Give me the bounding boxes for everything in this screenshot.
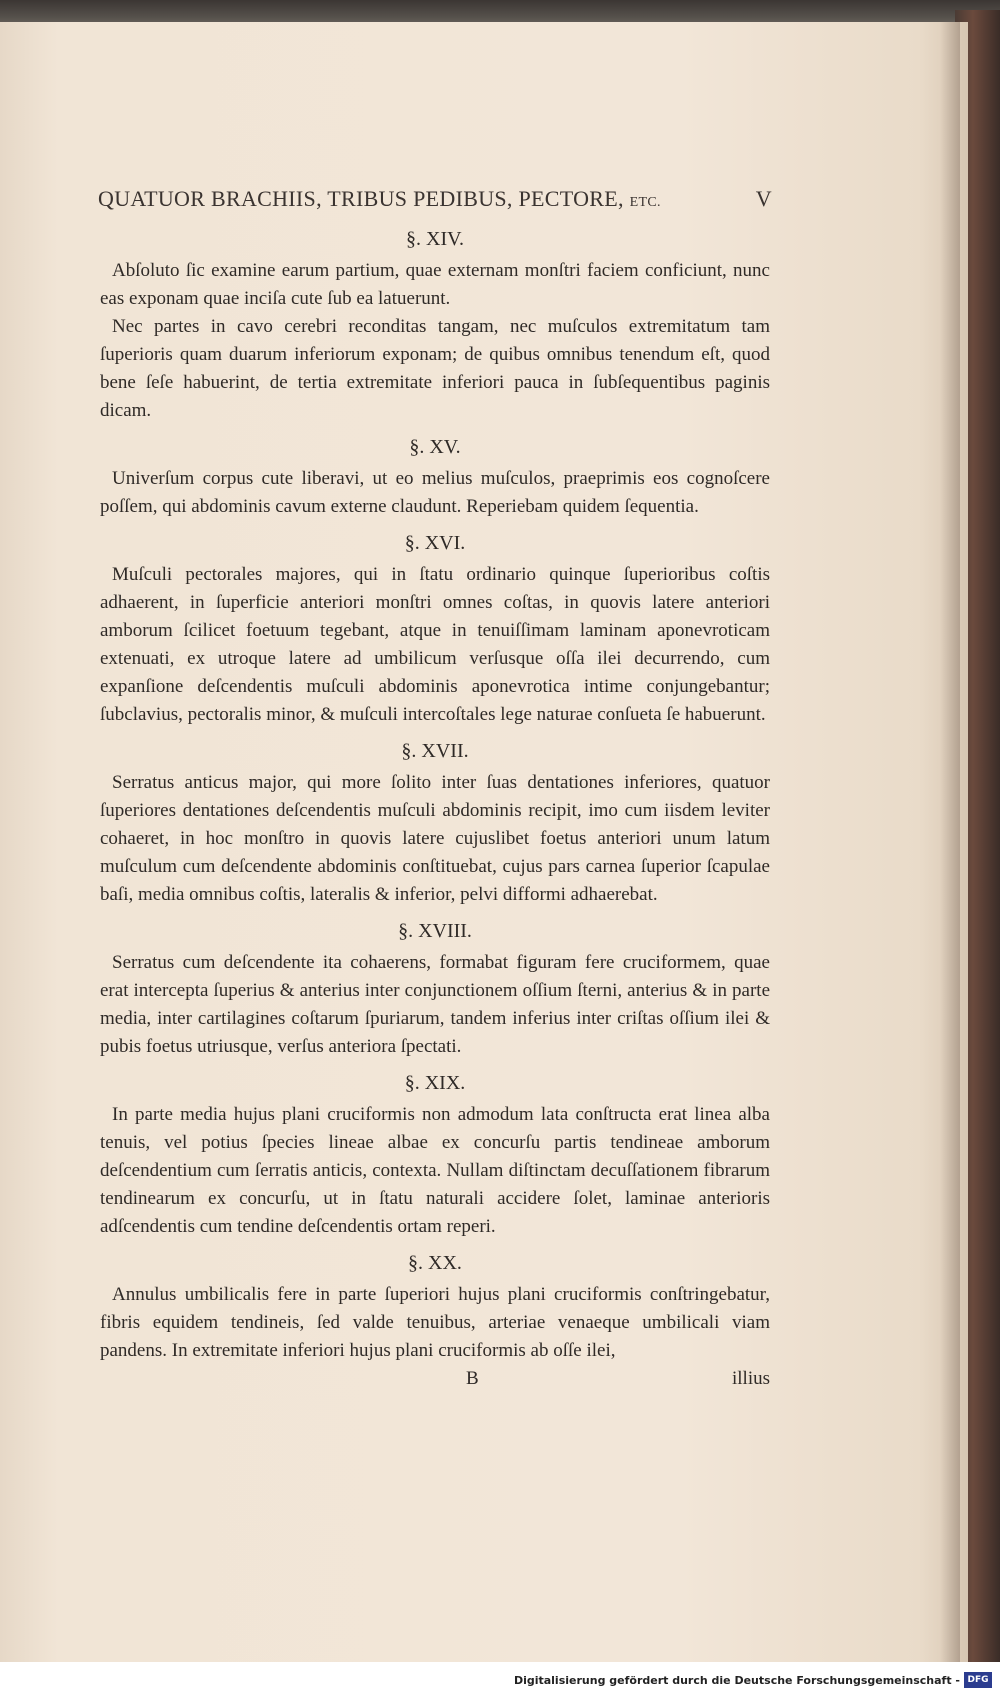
paragraph: Univerſum corpus cute liberavi, ut eo melius muſculos, praeprimis eos cognoſcere poſſem, qui abdominis cavum externe claudunt. Reperiebam quidem ſequentia. <box>100 468 770 517</box>
section-title: §. XVIII. <box>398 920 472 942</box>
section-title: §. XVII. <box>401 740 469 762</box>
section-xx <box>100 1249 770 1365</box>
running-title-text: QUATUOR BRACHIIS, TRIBUS PEDIBUS, PECTORE, <box>98 186 624 211</box>
paragraph: In parte media hujus plani cruciformis non admodum lata conſtructa erat linea alba tenuis, vel potius ſpecies lineae albae ex concurſu partis tendineae amborum deſcendentium cum ſerratis anticis, contexta. Nullam diſtinctam decuſſationem fibrarum tendinearum ex concurſu, ut in ſtatu naturali accidere ſolet, laminae anterioris adſcendentis cum tendine deſcendentis ortam reperi. <box>100 1104 770 1237</box>
section-title: §. XIX. <box>404 1072 466 1094</box>
paragraph: Serratus cum deſcendente ita cohaerens, formabat figuram fere cruciformem, quae erat intercepta ſuperius & anterius inter conjunctionem oſſium ſterni, anterius & in parte media, inter cartilagines coſtarum ſpuriarum, tandem inferius inter criſtas oſſium ilei & pubis foetus utriusque, verſus anteriora ſpectati. <box>100 952 770 1057</box>
digitization-credit: Digitalisierung gefördert durch die Deutsche Forschungsgemeinschaft - <box>513 1674 960 1687</box>
running-head <box>100 185 772 217</box>
section-xvii <box>100 737 770 909</box>
paragraph: Annulus umbilicalis fere in parte ſuperiori hujus plani cruciformis conſtringebatur, fibris equidem tendineis, ſed valde tenuibus, arteriae venaeque umbilicali viam pandens. In extremitate inferiori hujus plani cruciformis ab oſſe ilei, <box>100 1284 770 1361</box>
paragraph: Nec partes in cavo cerebri reconditas tangam, nec muſculos extremitatum tam ſuperioris quam duarum inferiorum exponam; de quibus omnibus tenendum eſt, quod bene ſeſe habuerint, de tertia extremitate inferiori pauca in ſubſequentibus paginis dicam. <box>100 316 770 421</box>
section-title: §. XX. <box>408 1252 462 1274</box>
section-xiv <box>100 225 770 425</box>
dfg-logo-icon: DFG <box>964 1672 992 1688</box>
section-xviii <box>100 917 770 1061</box>
section-title: §. XVI. <box>404 532 466 554</box>
section-xix <box>100 1069 770 1241</box>
signature-line <box>100 1365 770 1393</box>
section-title: §. XIV. <box>406 228 464 250</box>
paragraph: Serratus anticus major, qui more ſolito inter ſuas dentationes inferiores, quatuor ſuperiores dentationes deſcendentis muſculi abdominis recipit, imo cum iisdem leviter cohaeret, in hoc monſtro in quovis latere cujuslibet foetus anteriori unum latum muſculum cum deſcendente abdominis conſtituebat, cujus pars carnea ſuperior ſcapulae baſi, media omnibus coſtis, lateralis & inferior, pelvi difformi adhaerebat. <box>100 772 770 905</box>
page-number: V <box>755 186 772 211</box>
paragraph: Abſoluto ſic examine earum partium, quae externam monſtri faciem conficiunt, nunc eas exponam quae inciſa cute ſub ea latuerunt. <box>100 260 770 309</box>
paragraph: Muſculi pectorales majores, qui in ſtatu ordinario quinque ſuperioribus coſtis adhaerent, in ſuperficie anteriori monſtri omnes coſtas, in quovis latere anteriori amborum ſcilicet foetuum tegebant, atque in tenuiſſimam laminam aponevroticam extenuati, ex utroque latere ad umbilicum verſusque oſſa ilei decurrendo, cum expanſione deſcendentis muſculi abdominis aponevrotica intime conjungebantur; ſubclavius, pectoralis minor, & muſculi intercoſtales lege naturae conſueta ſe habuerunt. <box>100 564 770 725</box>
section-xv <box>100 433 770 521</box>
running-title-etc: ETC. <box>629 195 661 210</box>
catchword: illius <box>731 1368 770 1389</box>
page-gutter-shadow <box>940 22 960 1662</box>
section-xvi <box>100 529 770 729</box>
section-title: §. XV. <box>409 436 461 458</box>
page-text <box>100 185 770 1393</box>
running-title <box>98 185 661 217</box>
signature-mark: B <box>466 1368 479 1389</box>
